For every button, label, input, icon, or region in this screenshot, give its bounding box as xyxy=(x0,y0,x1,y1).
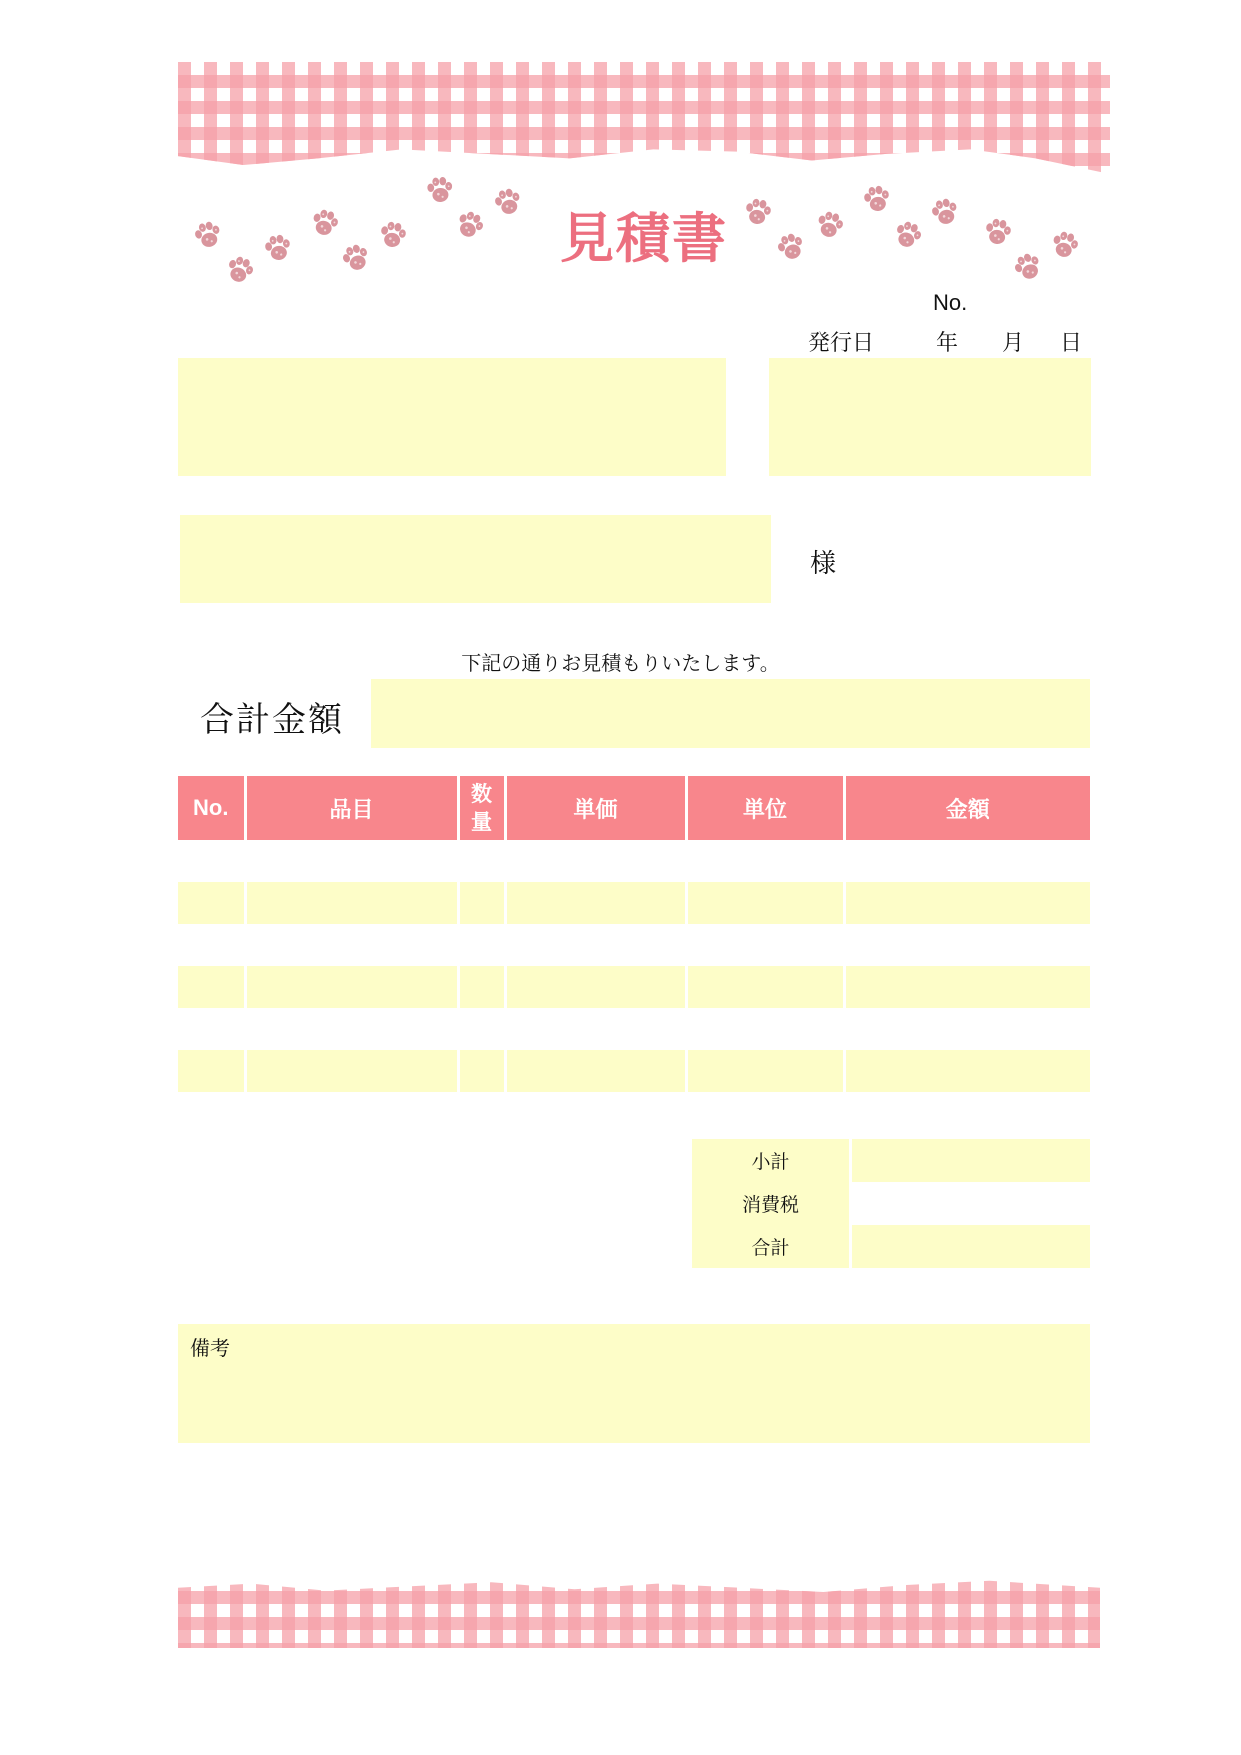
paw-print-icon xyxy=(376,218,411,253)
paw-print-icon xyxy=(889,216,927,254)
cell-amount[interactable] xyxy=(844,1050,1090,1092)
cell-no[interactable] xyxy=(178,1050,245,1092)
summary-row-subtotal xyxy=(692,1139,1090,1182)
header-item: 品目 xyxy=(245,776,458,840)
issuer-info-field[interactable] xyxy=(769,358,1091,476)
header-amount: 金額 xyxy=(844,776,1090,840)
cell-item[interactable] xyxy=(245,924,458,966)
cell-amount[interactable] xyxy=(844,882,1090,924)
paw-print-icon xyxy=(450,205,490,245)
header-unit-price: 単価 xyxy=(505,776,686,840)
cell-unit-price[interactable] xyxy=(505,882,686,924)
paw-print-icon xyxy=(221,251,259,289)
cell-unit[interactable] xyxy=(686,840,844,882)
table-row xyxy=(178,1050,1090,1092)
cell-amount[interactable] xyxy=(844,924,1090,966)
table-row xyxy=(178,924,1090,966)
paw-print-icon xyxy=(261,231,296,266)
cell-amount[interactable] xyxy=(844,840,1090,882)
total-amount-label: 合計金額 xyxy=(200,700,344,740)
paw-print-icon xyxy=(424,174,457,207)
header-no: No. xyxy=(178,776,245,840)
cell-unit[interactable] xyxy=(686,882,844,924)
cell-amount[interactable] xyxy=(844,1008,1090,1050)
total-label: 合計 xyxy=(692,1225,851,1268)
intro-text: 下記の通りお見積もりいたします。 xyxy=(461,651,780,675)
table-row xyxy=(178,966,1090,1008)
total-field[interactable] xyxy=(851,1225,1091,1268)
cell-no[interactable] xyxy=(178,966,245,1008)
summary-row-tax xyxy=(692,1182,1090,1225)
issue-month-unit: 月 xyxy=(1002,331,1025,356)
items-table-header-row xyxy=(178,776,1090,840)
cell-item[interactable] xyxy=(245,1008,458,1050)
cell-unit-price[interactable] xyxy=(505,1050,686,1092)
cell-quantity[interactable] xyxy=(458,966,505,1008)
cell-quantity[interactable] xyxy=(458,924,505,966)
cell-unit-price[interactable] xyxy=(505,966,686,1008)
honorific-label: 様 xyxy=(810,549,837,579)
header-quantity xyxy=(458,776,505,840)
paw-print-icon xyxy=(812,207,849,244)
paw-print-icon xyxy=(307,205,344,242)
paw-print-icon xyxy=(490,184,527,221)
tax-field[interactable] xyxy=(851,1182,1091,1225)
subtotal-field[interactable] xyxy=(851,1139,1091,1182)
issue-date-label: 発行日 xyxy=(808,331,875,356)
cell-unit-price[interactable] xyxy=(505,924,686,966)
paw-print-icon xyxy=(1047,227,1084,264)
table-row xyxy=(178,882,1090,924)
cell-item[interactable] xyxy=(245,1050,458,1092)
items-table xyxy=(178,776,1090,1092)
table-row xyxy=(178,1008,1090,1050)
cell-no[interactable] xyxy=(178,924,245,966)
cell-item[interactable] xyxy=(245,882,458,924)
summary-row-total xyxy=(692,1225,1090,1268)
issue-year-unit: 年 xyxy=(936,331,959,356)
issue-day-unit: 日 xyxy=(1060,331,1083,356)
tax-label: 消費税 xyxy=(692,1182,851,1225)
summary-table xyxy=(692,1139,1090,1268)
paw-print-icon xyxy=(1008,247,1048,287)
paw-print-icon xyxy=(860,182,895,217)
subtotal-label: 小計 xyxy=(692,1139,851,1182)
cell-quantity[interactable] xyxy=(458,840,505,882)
remarks-field[interactable] xyxy=(178,1324,1090,1443)
cell-unit[interactable] xyxy=(686,924,844,966)
cell-item[interactable] xyxy=(245,966,458,1008)
cell-quantity[interactable] xyxy=(458,1008,505,1050)
remarks-label: 備考 xyxy=(190,1336,230,1360)
cell-no[interactable] xyxy=(178,882,245,924)
paw-print-icon xyxy=(927,194,964,231)
document-title: 見積書 xyxy=(560,207,728,270)
cell-quantity[interactable] xyxy=(458,1050,505,1092)
cell-amount[interactable] xyxy=(844,966,1090,1008)
paw-print-icon xyxy=(190,217,227,254)
cell-unit-price[interactable] xyxy=(505,840,686,882)
cell-unit[interactable] xyxy=(686,1008,844,1050)
cell-quantity[interactable] xyxy=(458,882,505,924)
paw-print-icon xyxy=(741,195,776,230)
cell-no[interactable] xyxy=(178,1008,245,1050)
recipient-name-field[interactable] xyxy=(180,515,771,603)
header-quantity-top: 数 xyxy=(471,782,492,806)
document-number-label: No. xyxy=(933,290,968,315)
paw-print-icon xyxy=(772,228,810,266)
table-row xyxy=(178,840,1090,882)
cell-unit-price[interactable] xyxy=(505,1008,686,1050)
paw-print-icon xyxy=(337,239,375,277)
gingham-header-decoration xyxy=(178,62,1110,174)
gingham-footer-decoration xyxy=(178,1578,1100,1648)
client-info-field[interactable] xyxy=(178,358,726,476)
paw-print-icon xyxy=(981,215,1016,250)
cell-item[interactable] xyxy=(245,840,458,882)
header-unit: 単位 xyxy=(686,776,844,840)
cell-unit[interactable] xyxy=(686,966,844,1008)
cell-unit[interactable] xyxy=(686,1050,844,1092)
total-amount-field[interactable] xyxy=(371,679,1090,748)
header-quantity-bottom: 量 xyxy=(471,810,492,834)
cell-no[interactable] xyxy=(178,840,245,882)
